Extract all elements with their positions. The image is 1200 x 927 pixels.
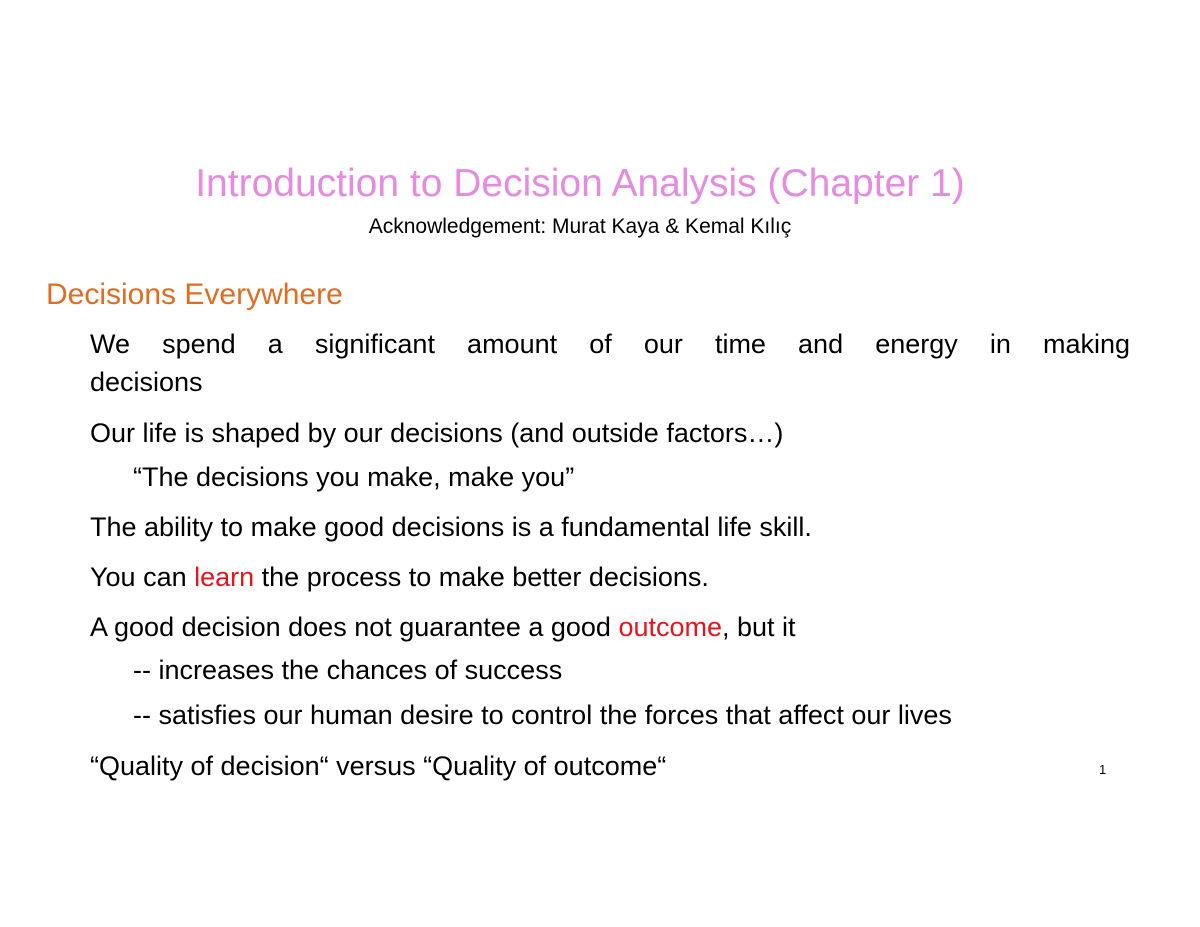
text-fragment: A good decision does not guarantee a good (90, 612, 619, 642)
slide-title: Introduction to Decision Analysis (Chapter 1) (195, 162, 965, 205)
sub-bullet-text-line: -- increases the chances of success (133, 655, 563, 685)
bullet-text-line: “Quality of decision“ versus “Quality of outcome“ (90, 751, 667, 781)
acknowledgement-subtitle: Acknowledgement: Murat Kaya & Kemal Kılıç (368, 215, 792, 238)
text-fragment: , but it (722, 612, 796, 642)
bullet-text-line: decisions (90, 367, 203, 397)
bullet-text-line (90, 560, 709, 594)
text-fragment: You can (90, 562, 195, 592)
bullet-text-line: The ability to make good decisions is a fundamental life skill. (90, 512, 812, 542)
section-heading: Decisions Everywhere (46, 278, 343, 311)
sub-bullet-text-line: -- satisfies our human desire to control the forces that affect our lives (133, 700, 952, 730)
sub-bullet-text-line: “The decisions you make, make you” (133, 462, 575, 492)
bullet-text-line (90, 610, 796, 644)
page-number: 1 (1099, 762, 1107, 777)
highlighted-word: learn (194, 562, 255, 592)
text-fragment: the process to make better decisions. (254, 562, 709, 592)
bullet-text-line: We spend a significant amount of our time and energy in making (90, 329, 1130, 359)
bullet-text-line: Our life is shaped by our decisions (and outside factors…) (90, 418, 784, 448)
highlighted-word: outcome (618, 612, 722, 642)
